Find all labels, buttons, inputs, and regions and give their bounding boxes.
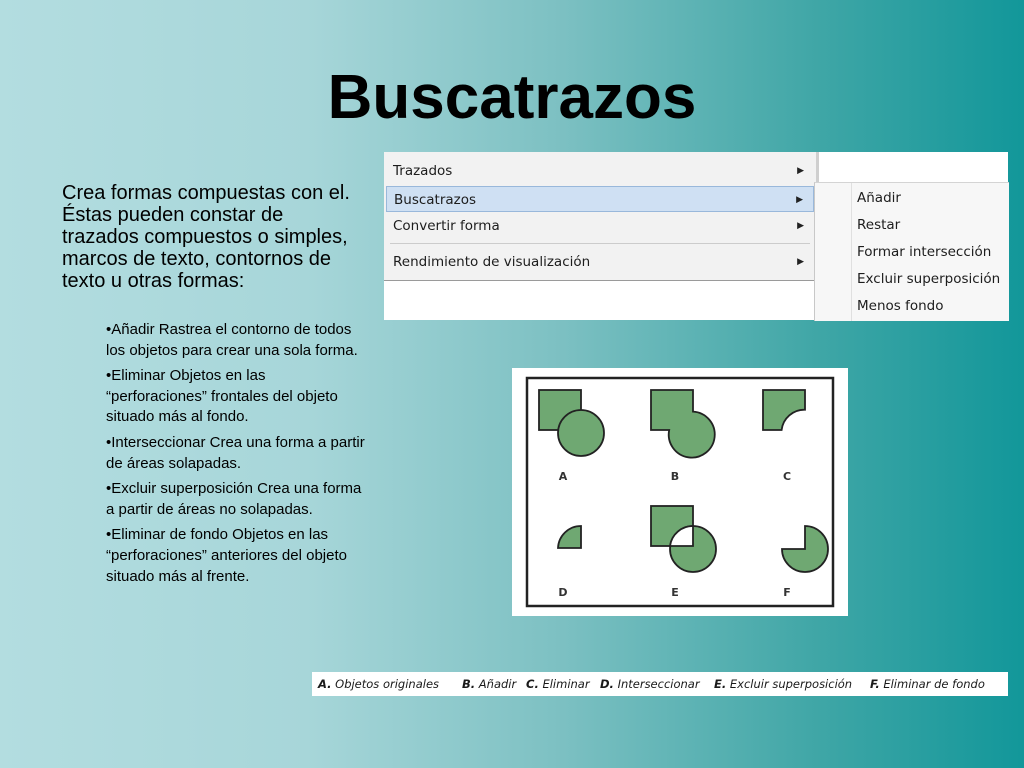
submenu-item-restar[interactable]: Restar xyxy=(857,217,901,233)
menu-item-trazados[interactable] xyxy=(386,158,814,184)
shape-f-minus-back xyxy=(782,526,828,572)
shape-d-intersection xyxy=(558,526,581,548)
bullet-interseccionar: •Interseccionar Crea una forma a partir de áreas solapadas. xyxy=(106,433,365,472)
diagram-caption xyxy=(312,672,1008,696)
menu-item-convertir-forma[interactable] xyxy=(386,213,814,239)
caption-text: Objetos originales xyxy=(335,677,440,691)
submenu-item-formar-interseccion[interactable]: Formar intersección xyxy=(857,244,992,260)
menu-item-label: Trazados xyxy=(393,163,453,179)
intro-paragraph: Crea formas compuestas con el. Éstas pueden constar de trazados compuestos o simples, marcos de texto, contornos de texto u otras formas: xyxy=(62,182,350,292)
menu-screenshot xyxy=(384,152,1008,320)
shape-a-original xyxy=(539,390,604,456)
submenu-arrow-icon: ▶ xyxy=(796,195,803,205)
shape-b-union xyxy=(651,390,715,458)
caption-item-f xyxy=(870,677,985,691)
submenu-icon-gutter xyxy=(851,183,852,321)
caption-item-d xyxy=(600,677,700,691)
menu-item-buscatrazos[interactable] xyxy=(386,186,814,212)
caption-item-c xyxy=(526,677,590,691)
menu-item-label: Buscatrazos xyxy=(394,192,477,208)
caption-item-a xyxy=(318,677,439,691)
pathfinder-diagram xyxy=(512,368,848,616)
caption-item-b xyxy=(462,677,516,691)
diagram-label-b: B xyxy=(670,470,680,483)
diagram-label-c: C xyxy=(782,470,792,483)
caption-letter: B. xyxy=(462,677,476,691)
caption-letter: D. xyxy=(600,677,614,691)
caption-letter: A. xyxy=(318,677,332,691)
buscatrazos-submenu xyxy=(814,182,1009,321)
context-menu xyxy=(384,152,819,281)
bullet-eliminar-fondo: •Eliminar de fondo Objetos en las “perforaciones” anteriores del objeto situado más al frente. xyxy=(106,526,347,585)
menu-separator xyxy=(390,243,810,244)
submenu-item-excluir-superposicion[interactable]: Excluir superposición xyxy=(857,271,1001,287)
bullet-eliminar: •Eliminar Objetos en las “perforaciones” frontales del objeto situado más al fondo. xyxy=(106,367,338,426)
bullet-list xyxy=(106,320,368,592)
caption-text: Eliminar de fondo xyxy=(883,677,985,691)
shape-c-minus-front xyxy=(763,390,805,430)
diagram-label-d: D xyxy=(558,586,568,599)
bullet-excluir: •Excluir superposición Crea una forma a partir de áreas no solapadas. xyxy=(106,480,362,518)
diagram-label-a: A xyxy=(558,470,568,483)
diagram-label-f: F xyxy=(783,586,791,599)
caption-letter: F. xyxy=(870,677,880,691)
caption-text: Eliminar xyxy=(542,677,590,691)
caption-letter: E. xyxy=(714,677,727,691)
menu-item-label: Rendimiento de visualización xyxy=(393,254,591,270)
caption-letter: C. xyxy=(526,677,539,691)
caption-item-e xyxy=(714,677,852,691)
menu-item-label: Convertir forma xyxy=(393,218,500,234)
slide-title: Buscatrazos xyxy=(327,63,697,132)
submenu-arrow-icon: ▶ xyxy=(797,257,804,267)
submenu-item-anadir[interactable]: Añadir xyxy=(857,190,901,206)
caption-text: Añadir xyxy=(478,677,517,691)
caption-text: Excluir superposición xyxy=(729,677,853,691)
shape-e-exclude xyxy=(651,506,716,572)
submenu-arrow-icon: ▶ xyxy=(797,221,804,231)
submenu-arrow-icon: ▶ xyxy=(797,166,804,176)
submenu-item-menos-fondo[interactable]: Menos fondo xyxy=(857,298,944,314)
diagram-shapes xyxy=(512,368,848,616)
bullet-anadir: •Añadir Rastrea el contorno de todos los objetos para crear una sola forma. xyxy=(106,321,358,359)
menu-item-rendimiento[interactable] xyxy=(386,249,814,275)
diagram-label-e: E xyxy=(671,586,679,599)
caption-text: Interseccionar xyxy=(617,677,700,691)
